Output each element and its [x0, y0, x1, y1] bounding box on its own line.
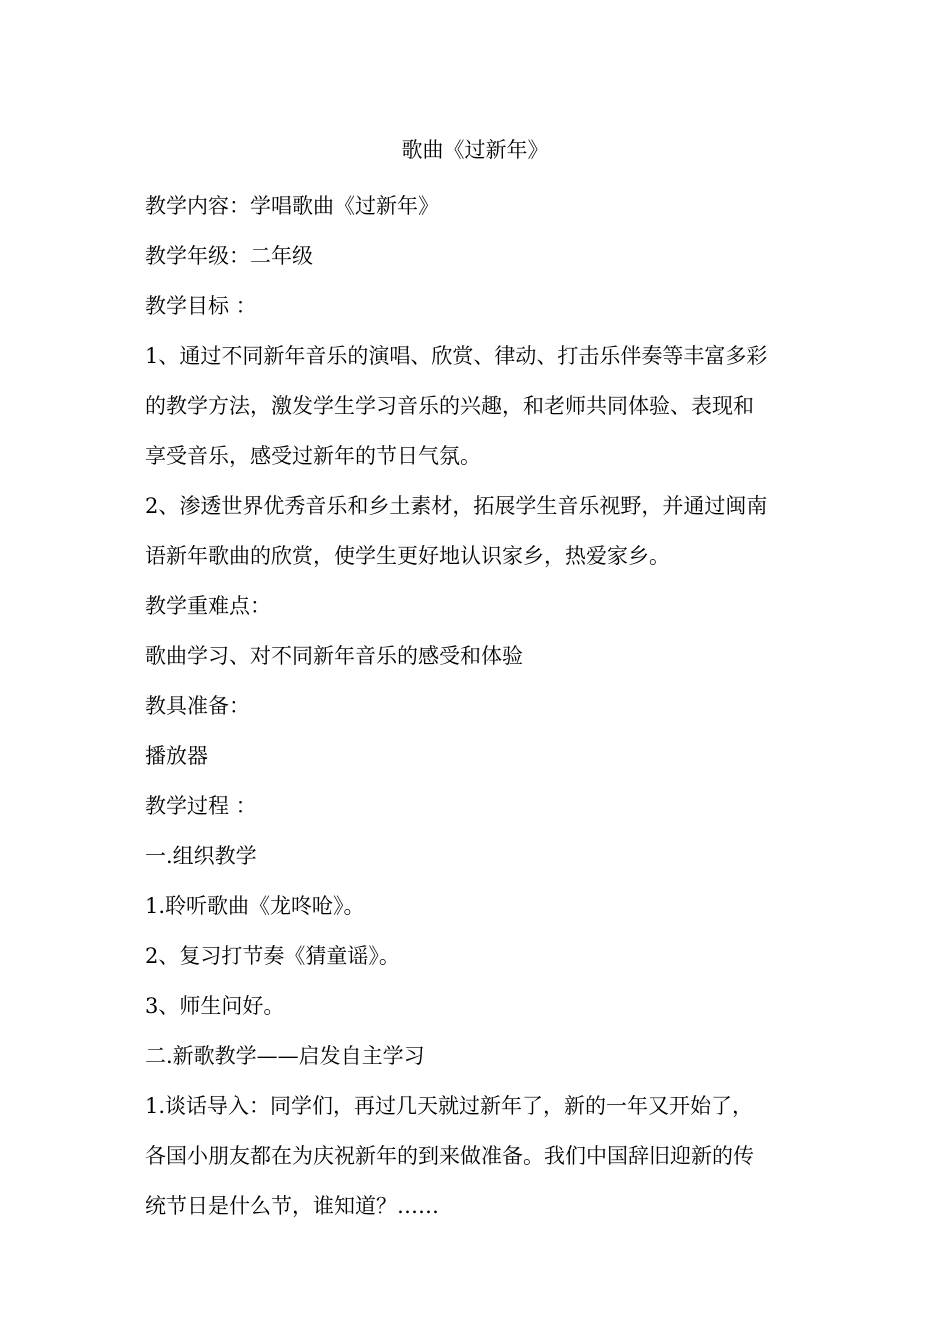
- text-line: 二.新歌教学——启发自主学习: [145, 1044, 425, 1068]
- text-line: 各国小朋友都在为庆祝新年的到来做准备。我们中国辞旧迎新的传: [145, 1144, 754, 1168]
- text-line: 教具准备：: [145, 694, 250, 718]
- document-title: 歌曲《过新年》: [401, 138, 549, 162]
- text-line: 教学内容：学唱歌曲《过新年》: [145, 194, 439, 218]
- text-line: 教学年级：二年级: [145, 244, 313, 268]
- document-body: [145, 181, 810, 1231]
- text-line: 统节日是什么节，谁知道？……: [145, 1194, 439, 1218]
- text-line: 2、渗透世界优秀音乐和乡土素材，拓展学生音乐视野，并通过闽南: [145, 494, 768, 518]
- text-line: 教学重难点：: [145, 594, 271, 618]
- text-line: 1.谈话导入：同学们，再过几天就过新年了，新的一年又开始了，: [145, 1094, 754, 1118]
- text-line: 2、复习打节奏《猜童谣》。: [145, 944, 400, 968]
- text-line: 1.聆听歌曲《龙咚呛》。: [145, 894, 365, 918]
- text-line: 歌曲学习、对不同新年音乐的感受和体验: [145, 644, 523, 668]
- text-line: 播放器: [145, 744, 208, 768]
- text-line: 的教学方法，激发学生学习音乐的兴趣，和老师共同体验、表现和: [145, 394, 754, 418]
- text-line: 1、通过不同新年音乐的演唱、欣赏、律动、打击乐伴奏等丰富多彩: [145, 344, 768, 368]
- text-line: 一.组织教学: [145, 844, 257, 868]
- text-line: 享受音乐，感受过新年的节日气氛。: [145, 444, 481, 468]
- text-line: 语新年歌曲的欣赏，使学生更好地认识家乡，热爱家乡。: [145, 544, 670, 568]
- text-line: 教学过程 ：: [145, 794, 257, 818]
- text-line: 3、师生问好。: [145, 994, 285, 1018]
- text-line: 教学目标 ：: [145, 294, 257, 318]
